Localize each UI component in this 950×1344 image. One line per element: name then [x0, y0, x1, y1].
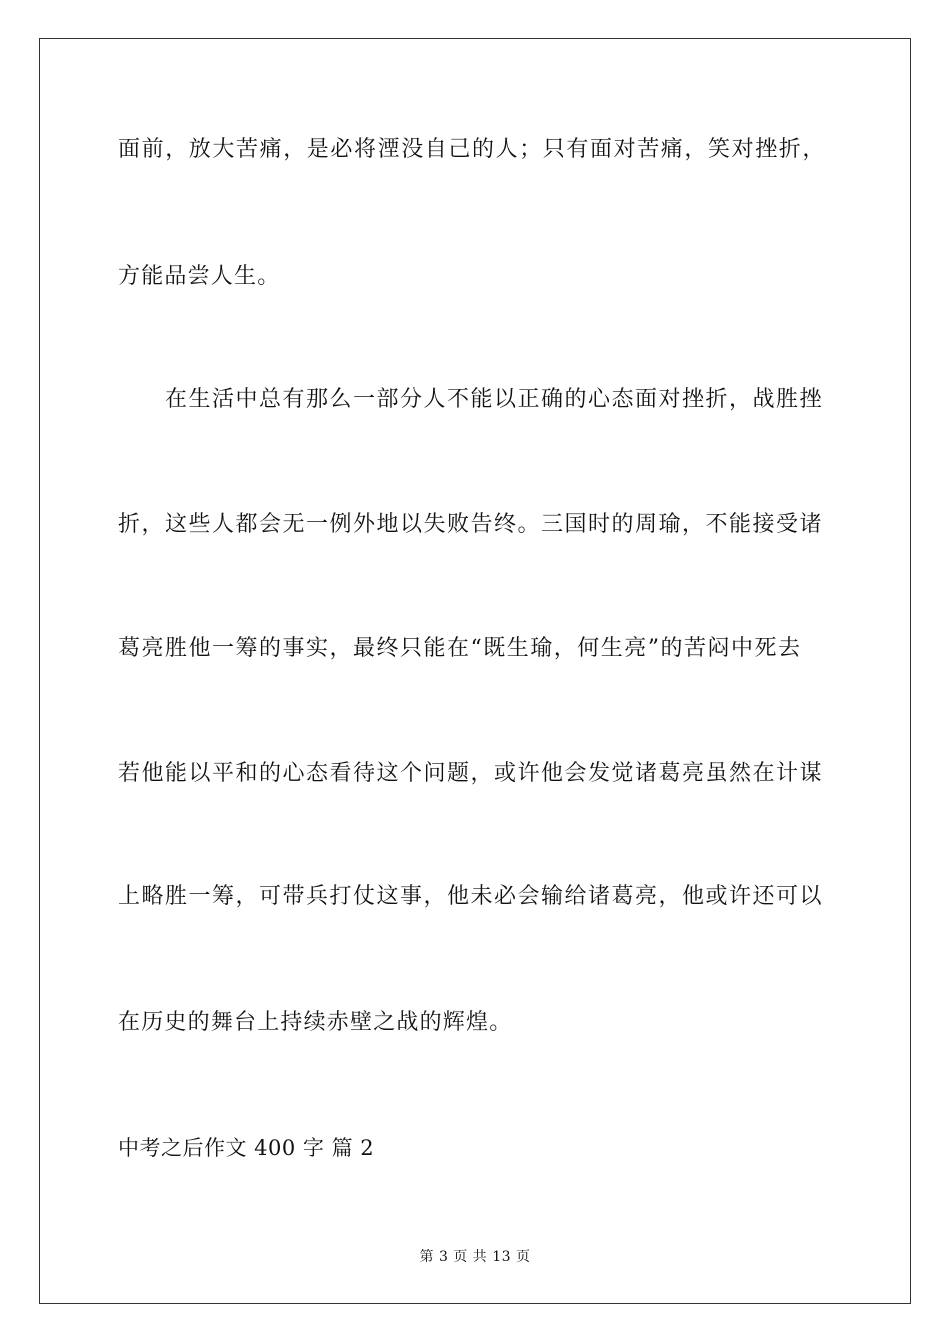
paragraph-first-line: 在生活中总有那么一部分人不能以正确的心态面对挫折，战胜挫 [165, 387, 824, 412]
page-border [39, 38, 911, 1304]
body-text-line: 方能品尝人生。 [118, 264, 281, 289]
body-text-line: 葛亮胜他一筹的事实，最终只能在“既生瑜，何生亮”的苦闷中死去 [118, 636, 802, 661]
body-text-line: 若他能以平和的心态看待这个问题，或许他会发觉诸葛亮虽然在计谋 [118, 761, 824, 786]
body-text-line: 面前，放大苦痛，是必将湮没自己的人；只有面对苦痛，笑对挫折， [118, 137, 827, 162]
body-text-line: 上略胜一筹，可带兵打仗这事，他未必会输给诸葛亮，他或许还可以 [118, 884, 824, 909]
page-footer: 第 3 页 共 13 页 [419, 1249, 531, 1265]
body-text-line: 折，这些人都会无一例外地以失败告终。三国时的周瑜，不能接受诸 [118, 512, 824, 537]
section-heading: 中考之后作文 400 字 篇 2 [118, 1136, 375, 1160]
body-text-line: 在历史的舞台上持续赤壁之战的辉煌。 [118, 1010, 513, 1035]
